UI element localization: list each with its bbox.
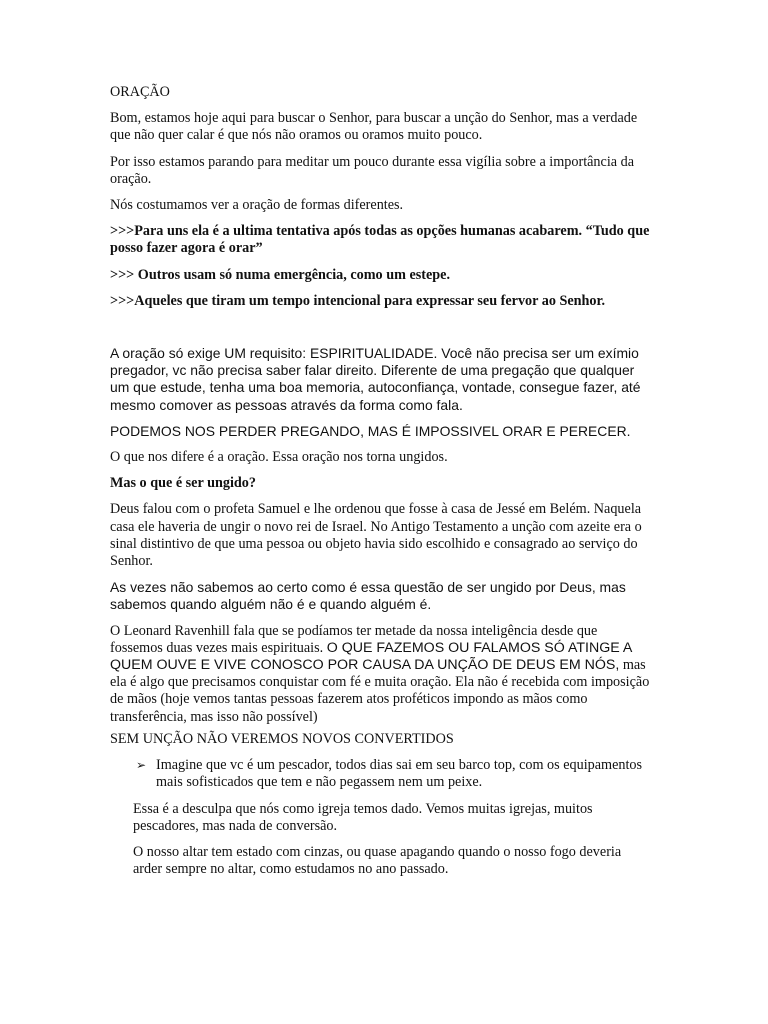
- ravenhill-caps-text: O QUE FAZEMOS OU FALAMOS SÓ ATINGE A QUEM OUVE E VIVE CONOSCO POR CAUSA DA UNÇÃO DE DEUS EM NÓS,: [110, 639, 632, 674]
- paragraph-difference: O que nos difere é a oração. Essa oração nos torna ungidos.: [110, 449, 448, 466]
- ravenhill-text-end: mas ela é algo que precisamos conquistar com fé e muita oração. Ela não é recebida com imposição de mãos (hoje vemos tantas pessoas fazerem atos proféticos impondo as mãos como transferência, mas isso não possível): [110, 657, 650, 725]
- paragraph-anointed: As vezes não sabemos ao certo como é essa questão de ser ungido por Deus, mas sabemos quando alguém não é e quando alguém é.: [110, 579, 626, 613]
- document-body: [110, 84, 650, 887]
- bullet-item: [110, 757, 650, 791]
- paragraph-requirement: A oração só exige UM requisito: ESPIRITUALIDADE. Você não precisa ser um exímio pregador, vc não precisa saber falar direito. Diferente de uma pregação que qualquer um que estude, tenha uma boa memoria, autoconfiança, vontade, consegue fazer, até mesmo comover as pessoas através da forma como fala.: [110, 345, 641, 413]
- question-heading: Mas o que é ser ungido?: [110, 475, 256, 492]
- paragraph-intro: Bom, estamos hoje aqui para buscar o Senhor, para buscar a unção do Senhor, mas a verdade que não quer calar é que nós não oramos ou oramos muito pouco.: [110, 110, 638, 144]
- paragraph-ravenhill: [110, 623, 650, 726]
- ravenhill-text-start: O Leonard Ravenhill fala que se podíamos ter metade da nossa inteligência desde que fossemos duas vezes mais espirituais.: [110, 622, 598, 656]
- arrow-bullet-icon: ➢: [136, 758, 147, 773]
- paragraph-altar: O nosso altar tem estado com cinzas, ou quase apagando quando o nosso fogo deveria arder sempre no altar, como estudamos no ano passado.: [133, 843, 622, 878]
- paragraph-reason: Por isso estamos parando para meditar um pouco durante essa vigília sobre a importância da oração.: [110, 153, 634, 187]
- paragraph-no-converts: SEM UNÇÃO NÃO VEREMOS NOVOS CONVERTIDOS: [110, 730, 454, 747]
- paragraph-samuel: Deus falou com o profeta Samuel e lhe ordenou que fosse à casa de Jessé em Belém. Naquela casa ele haveria de ungir o novo rei de Israel. No Antigo Testamento a unção com azeite era o sinal distintivo de que uma pessoa ou objeto havia sido escolhido e consagrado ao serviço do Senhor.: [110, 501, 642, 570]
- blank-line: [110, 319, 650, 345]
- bold-point-intentional: >>>Aqueles que tiram um tempo intencional para expressar seu fervor ao Senhor.: [110, 292, 606, 309]
- bold-point-emergency: >>> Outros usam só numa emergência, como um estepe.: [110, 266, 451, 283]
- paragraph-forms: Nós costumamos ver a oração de formas diferentes.: [110, 197, 404, 214]
- paragraph-excuse: Essa é a desculpa que nós como igreja temos dado. Vemos muitas igrejas, muitos pescadores, mas nada de conversão.: [133, 800, 593, 834]
- paragraph-caps-statement: PODEMOS NOS PERDER PREGANDO, MAS É IMPOSSIVEL ORAR E PERECER.: [110, 422, 631, 439]
- bullet-text: Imagine que vc é um pescador, todos dias sai em seu barco top, com os equipamentos mais sofisticados que tem e não pegassem nem um peixe.: [156, 757, 643, 791]
- document-title: ORAÇÃO: [110, 84, 170, 100]
- bold-point-last-attempt: >>>Para uns ela é a ultima tentativa após todas as opções humanas acabarem. “Tudo que posso fazer agora é orar”: [110, 223, 650, 257]
